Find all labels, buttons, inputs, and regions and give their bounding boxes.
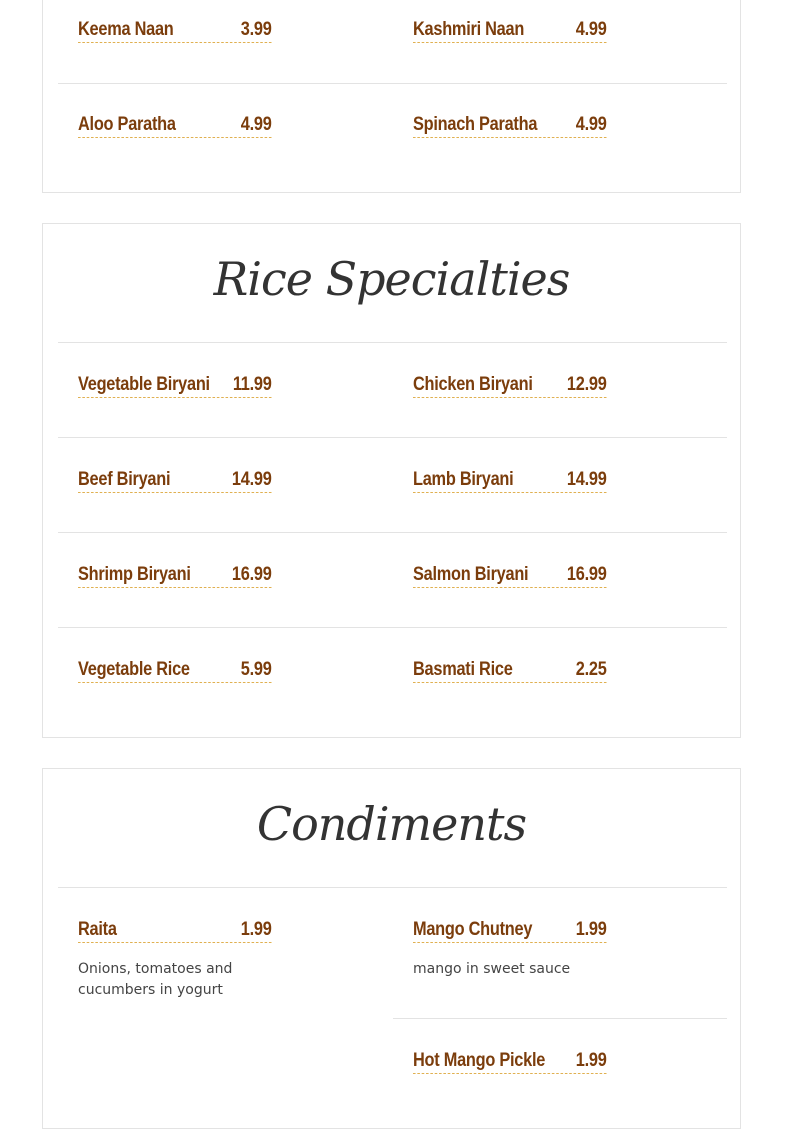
menu-item <box>78 919 272 1001</box>
menu-item-price: 11.99 <box>232 374 272 395</box>
menu-item-header <box>413 1050 607 1074</box>
row-divider <box>393 1018 727 1019</box>
title-divider <box>58 887 727 888</box>
menu-item-price: 12.99 <box>566 374 607 395</box>
menu-item <box>78 374 272 398</box>
menu-item-name: Raita <box>78 919 117 940</box>
title-divider <box>58 342 727 343</box>
condiments-card <box>42 768 741 1129</box>
bread-menu-card <box>42 0 741 193</box>
menu-item-name: Mango Chutney <box>413 919 533 940</box>
menu-item <box>78 659 272 683</box>
menu-item <box>413 469 607 493</box>
menu-item-description: mango in sweet sauce <box>413 961 571 977</box>
menu-item-price: 4.99 <box>240 114 272 135</box>
menu-item-name: Keema Naan <box>78 19 174 40</box>
menu-item-name: Shrimp Biryani <box>78 564 191 585</box>
menu-item-name: Vegetable Rice <box>78 659 190 680</box>
menu-item <box>413 564 607 588</box>
menu-item-name: Beef Biryani <box>78 469 171 490</box>
menu-item-name: Chicken Biryani <box>413 374 533 395</box>
menu-item-name: Kashmiri Naan <box>413 19 525 40</box>
menu-item-name: Vegetable Biryani <box>78 374 210 395</box>
menu-item-name: Hot Mango Pickle <box>413 1050 546 1071</box>
menu-item-price: 2.25 <box>575 659 607 680</box>
menu-item-header <box>78 469 272 493</box>
menu-item <box>413 919 607 980</box>
menu-item-name: Spinach Paratha <box>413 114 538 135</box>
menu-item-price: 4.99 <box>575 19 607 40</box>
menu-item-header <box>78 659 272 683</box>
menu-item <box>413 659 607 683</box>
menu-item <box>413 374 607 398</box>
menu-item-price: 5.99 <box>240 659 272 680</box>
menu-item-price: 14.99 <box>566 469 607 490</box>
menu-item <box>413 19 607 43</box>
section-title: Rice Specialties <box>213 252 570 306</box>
menu-item-description: Onions, tomatoes and cucumbers in yogurt <box>78 961 233 998</box>
row-divider <box>58 437 727 438</box>
menu-item-header <box>78 114 272 138</box>
menu-item-header <box>413 19 607 43</box>
row-divider <box>58 532 727 533</box>
menu-item-header <box>78 564 272 588</box>
menu-item <box>78 114 272 138</box>
menu-item-price: 1.99 <box>240 919 272 940</box>
menu-item-header <box>413 374 607 398</box>
menu-item-price: 3.99 <box>240 19 272 40</box>
rice-specialties-card <box>42 223 741 738</box>
menu-item <box>78 469 272 493</box>
menu-item-header <box>413 919 607 943</box>
menu-item-header <box>413 659 607 683</box>
menu-item <box>413 1050 607 1074</box>
menu-item <box>78 564 272 588</box>
menu-item-name: Lamb Biryani <box>413 469 514 490</box>
menu-item-price: 16.99 <box>231 564 272 585</box>
menu-item-name: Aloo Paratha <box>78 114 176 135</box>
menu-item-header <box>78 19 272 43</box>
menu-item <box>78 19 272 43</box>
menu-item-name: Basmati Rice <box>413 659 513 680</box>
menu-item-name: Salmon Biryani <box>413 564 529 585</box>
menu-item-price: 1.99 <box>575 919 607 940</box>
menu-item-price: 14.99 <box>231 469 272 490</box>
menu-item-header <box>413 114 607 138</box>
menu-item-price: 4.99 <box>575 114 607 135</box>
menu-item-header <box>78 919 272 943</box>
row-divider <box>58 627 727 628</box>
menu-item-header <box>413 469 607 493</box>
menu-item-price: 1.99 <box>575 1050 607 1071</box>
row-divider <box>58 83 727 84</box>
menu-item-header <box>78 374 272 398</box>
section-title: Condiments <box>256 797 527 851</box>
menu-item-header <box>413 564 607 588</box>
menu-item-price: 16.99 <box>566 564 607 585</box>
menu-item <box>413 114 607 138</box>
